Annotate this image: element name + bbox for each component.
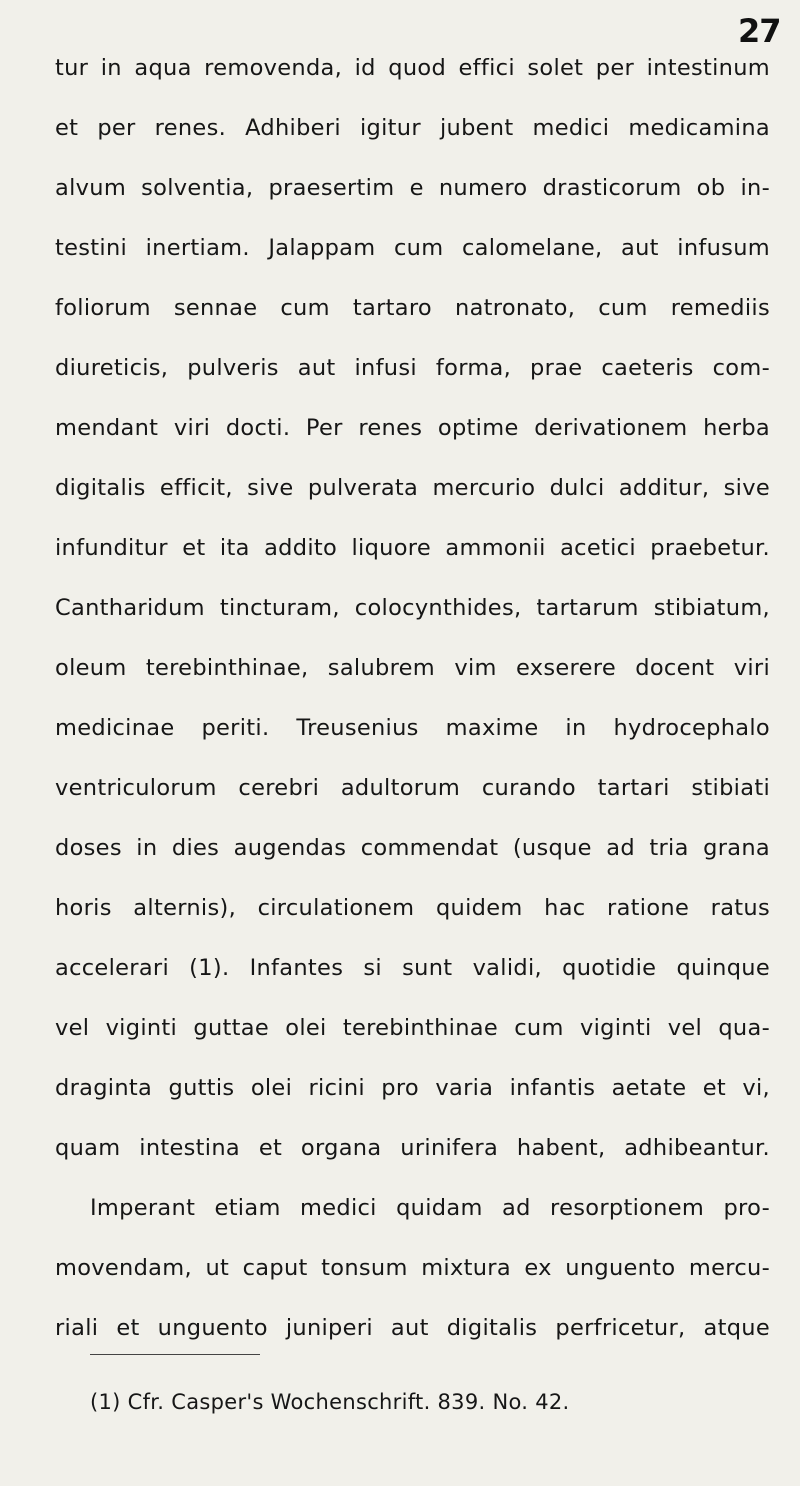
- text-line: riali et unguento juniperi aut digitalis perfricetur, atque: [55, 1315, 770, 1341]
- text-line: Cantharidum tincturam, colocynthides, tartarum stibiatum,: [55, 595, 770, 621]
- text-line: movendam, ut caput tonsum mixtura ex unguento mercu-: [55, 1255, 770, 1281]
- text-line: et per renes. Adhiberi igitur jubent medici medicamina: [55, 115, 770, 141]
- text-line: foliorum sennae cum tartaro natronato, cum remediis: [55, 295, 770, 321]
- text-line: infunditur et ita addito liquore ammonii acetici praebetur.: [55, 535, 770, 561]
- footnote-divider: [90, 1354, 260, 1355]
- text-line: accelerari (1). Infantes si sunt validi, quotidie quinque: [55, 955, 770, 981]
- text-line: horis alternis), circulationem quidem hac ratione ratus: [55, 895, 770, 921]
- text-line: oleum terebinthinae, salubrem vim exserere docent viri: [55, 655, 770, 681]
- text-line: mendant viri docti. Per renes optime derivationem herba: [55, 415, 770, 441]
- text-line: tur in aqua removenda, id quod effici solet per intestinum: [55, 55, 770, 81]
- page-number: 27: [738, 12, 781, 50]
- text-line: digitalis efficit, sive pulverata mercurio dulci additur, sive: [55, 475, 770, 501]
- text-line: Imperant etiam medici quidam ad resorptionem pro-: [90, 1195, 770, 1221]
- text-line: diureticis, pulveris aut infusi forma, prae caeteris com-: [55, 355, 770, 381]
- text-line: alvum solventia, praesertim e numero drasticorum ob in-: [55, 175, 770, 201]
- text-line: draginta guttis olei ricini pro varia infantis aetate et vi,: [55, 1075, 770, 1101]
- text-line: ventriculorum cerebri adultorum curando tartari stibiati: [55, 775, 770, 801]
- text-line: testini inertiam. Jalappam cum calomelane, aut infusum: [55, 235, 770, 261]
- text-line: vel viginti guttae olei terebinthinae cum viginti vel qua-: [55, 1015, 770, 1041]
- footnote: (1) Cfr. Casper's Wochenschrift. 839. No. 42.: [90, 1390, 570, 1414]
- text-line: doses in dies augendas commendat (usque ad tria grana: [55, 835, 770, 861]
- text-line: medicinae periti. Treusenius maxime in hydrocephalo: [55, 715, 770, 741]
- text-line: quam intestina et organa urinifera habent, adhibeantur.: [55, 1135, 770, 1161]
